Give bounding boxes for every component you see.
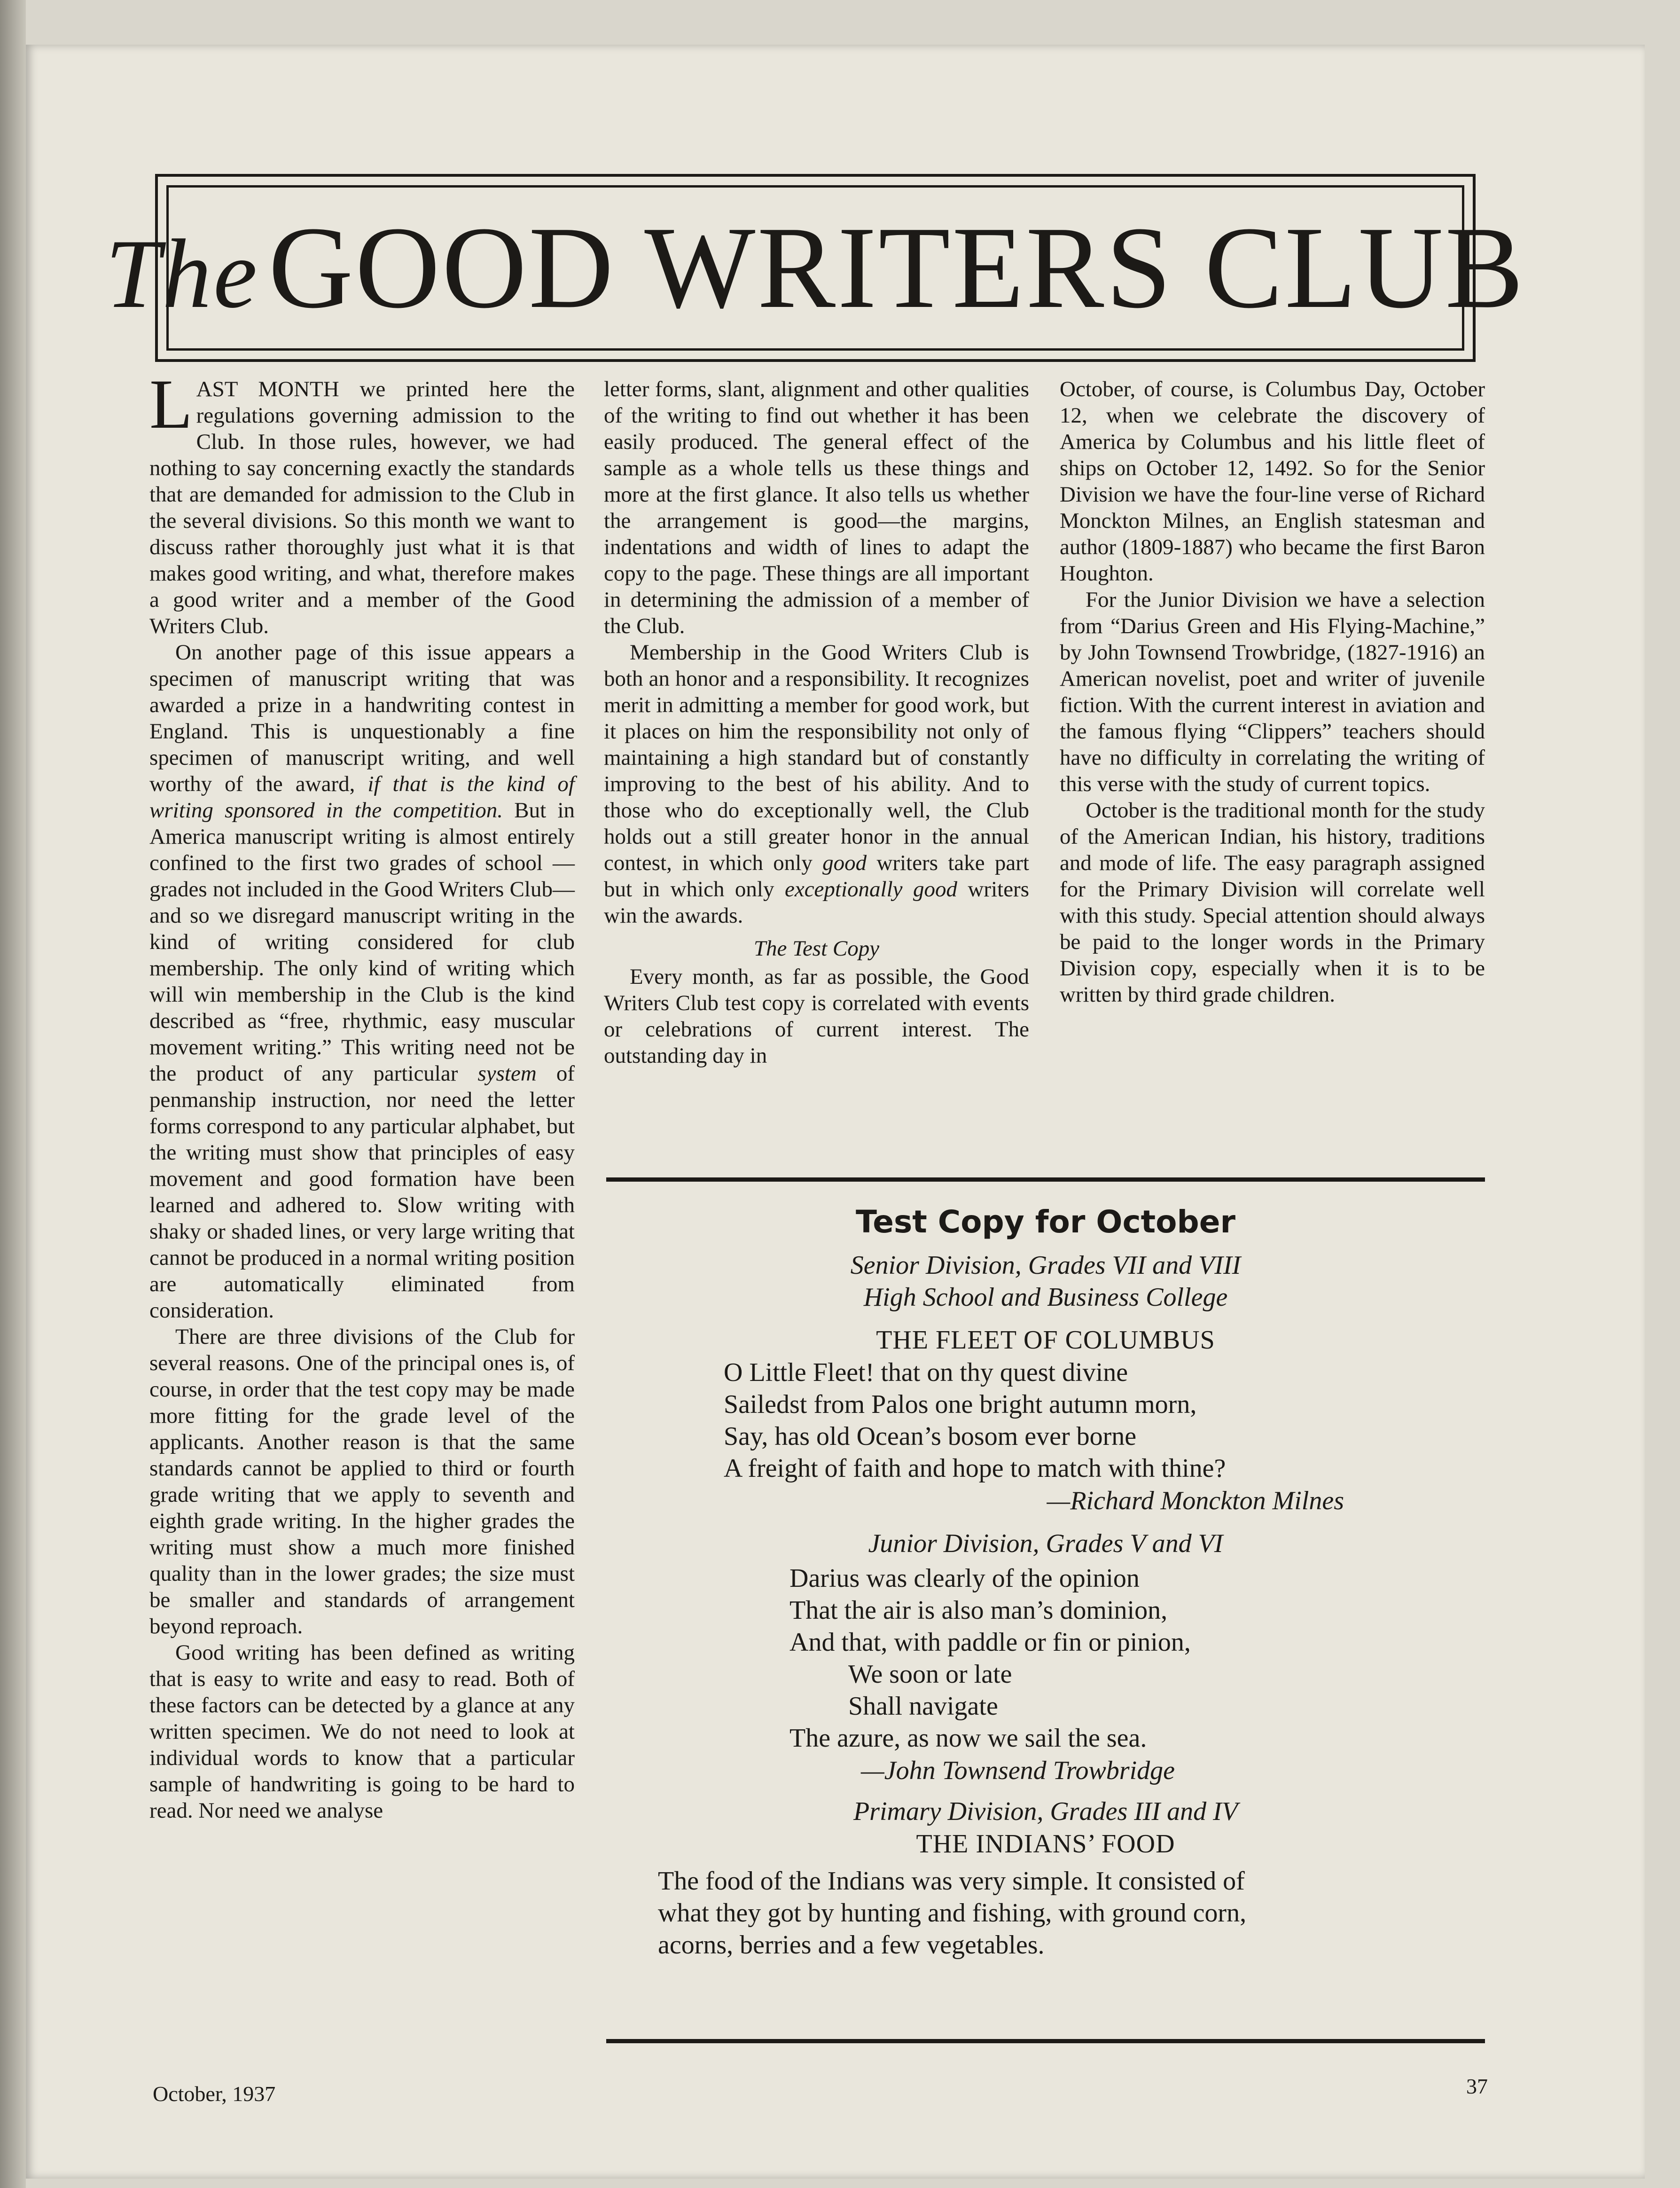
article-column-3	[1060, 376, 1485, 1008]
verse-line: And that, with paddle or fin or pinion,	[789, 1628, 1191, 1657]
paragraph-text: of penmanship instruction, nor need the letter forms correspond to any particular alphabet, but the writing must show that principles of easy movement and good formation have been learned and adhered to. Slow writing with shaky or shaded lines, or very large writing that cannot be produced in a normal writing position are automatically eliminated from consideration.	[149, 1061, 575, 1323]
test-copy-heading: Test Copy for October	[855, 1204, 1236, 1240]
title-the: The	[105, 220, 259, 329]
paragraph-text: Membership in the Good Writers Club is both an honor and a responsibility. It recognizes merit in admitting a member for good work, but it places on him the responsibility not only of maintaining a high standard but of constantly improving to the best of his ability. And to those who do exceptionally well, the Club holds out a still greater honor in the annual contest, in which only	[604, 640, 1029, 875]
article-paragraph: Every month, as far as possible, the Good Writers Club test copy is correlated with events or celebrations of current interest. The outstanding day in	[604, 965, 1029, 1068]
article-paragraph	[149, 365, 575, 639]
paragraph-text: writers take part but in which only	[604, 851, 1029, 902]
copy-line: what they got by hunting and fishing, with ground corn,	[658, 1898, 1247, 1928]
senior-attribution: —Richard Monckton Milnes	[1047, 1486, 1344, 1515]
primary-title: THE INDIANS’ FOOD	[916, 1829, 1175, 1859]
copy-line: acorns, berries and a few vegetables.	[658, 1930, 1045, 1960]
verse-line: Sailedst from Palos one bright autumn morn,	[724, 1390, 1197, 1419]
primary-copy	[658, 1865, 1485, 1961]
article-paragraph: Good writing has been defined as writing that is easy to write and easy to read. Both of these factors can be detected by a glance at any written specimen. We do not need to look at individual words to know that a particular sample of handwriting is going to be hard to read. Nor need we analyse	[149, 1640, 575, 1823]
page-title	[105, 203, 1525, 333]
title-main: GOOD WRITERS CLUB	[268, 203, 1525, 333]
article-paragraph: There are three divisions of the Club for several reasons. One of the principal ones is, of course, in order that the test copy may be made more fitting for the grade level of the applicants. Another reason is that the same standards cannot be applied to third or fourth grade writing that we apply to seventh and eighth grade writing. In the higher grades the writing must show a much more finished quality than in the lower grades; the size must be smaller and standards of arrangement beyond reproach.	[149, 1325, 575, 1639]
emphasis-text: exceptionally good	[784, 877, 957, 902]
senior-verse	[724, 1357, 1485, 1484]
paragraph-text: AST MONTH we printed here the regulations governing admission to the Club. In those rules, however, we had nothing to say concerning exactly the standards that are demanded for admission to the Club in the several divisions. So this month we want to discuss rather thoroughly just what it is that makes good writing, and what, therefore makes a good writer and a member of the Good Writers Club.	[149, 377, 575, 638]
article-paragraph: letter forms, slant, alignment and other qualities of the writing to find out whether it has been easily produced. The general effect of the sample as a whole tells us these things and more at the first glance. It also tells us whether the arrangement is good—the margins, indentations and width of lines to adapt the copy to the page. These things are all important in determining the admission of a member of the Club.	[604, 377, 1029, 638]
verse-line: A freight of faith and hope to match with thine?	[724, 1454, 1226, 1483]
paragraph-text: But in America manuscript writing is almost entirely confined to the first two grades of school — grades not included in the Good Writers Club—and so we disregard manuscript writing in the kind of writing considered for club membership. The only kind of writing which will win membership in the Club is the kind described as “free, rhythmic, easy muscular movement writing.” This writing need not be the product of any particular	[149, 798, 575, 1086]
junior-division-label: Junior Division, Grades V and VI	[868, 1529, 1223, 1558]
footer-date: October, 1937	[153, 2082, 276, 2106]
verse-line: Say, has old Ocean’s bosom ever borne	[724, 1422, 1137, 1451]
article-column-1	[149, 365, 575, 1824]
emphasis-text: system	[477, 1061, 537, 1086]
verse-line: That the air is also man’s dominion,	[789, 1596, 1168, 1625]
emphasis-text: if that is the kind of writing sponsored in the competition.	[149, 772, 575, 823]
article-paragraph: For the Junior Division we have a selection from “Darius Green and His Flying-Machine,” by John Townsend Trowbridge, (1827-1916) an American novelist, poet and writer of juvenile fiction. With the current interest in aviation and the famous flying “Clippers” teachers should have no difficulty in correlating the writing of this verse with the study of current topics.	[1060, 588, 1485, 796]
article-column-2	[604, 376, 1029, 1069]
masthead	[105, 174, 1525, 362]
senior-division-label: Senior Division, Grades VII and VIII	[850, 1251, 1241, 1280]
senior-poem-title: THE FLEET OF COLUMBUS	[876, 1325, 1215, 1355]
verse-line: Shall navigate	[848, 1692, 998, 1721]
binding-spine	[0, 0, 26, 2188]
paragraph-text: writers win the awards.	[604, 877, 1029, 928]
paragraph-text: On another page of this issue appears a specimen of manuscript writing that was awarded a prize in a handwriting contest in England. This is unquestionably a fine specimen of manuscript writing, and well worthy of the award,	[149, 640, 575, 796]
page-number: 37	[1466, 2074, 1488, 2098]
drop-cap: L	[149, 365, 193, 443]
article-paragraph	[604, 639, 1029, 929]
test-copy-box	[606, 1203, 1485, 2031]
verse-line: We soon or late	[848, 1660, 1012, 1689]
senior-division-label-2: High School and Business College	[863, 1283, 1228, 1312]
verse-line: Darius was clearly of the opinion	[789, 1564, 1140, 1593]
copy-line: The food of the Indians was very simple. It consisted of	[658, 1866, 1245, 1896]
article-paragraph: October is the traditional month for the study of the American Indian, his history, traditions and mode of life. The easy paragraph assigned for the Primary Division will correlate well with this study. Special attention should always be paid to the longer words in the Primary Division copy, especially when it is to be written by third grade children.	[1060, 798, 1485, 1007]
section-subheading: The Test Copy	[753, 936, 880, 961]
article-paragraph	[149, 639, 575, 1324]
junior-verse	[789, 1562, 1485, 1754]
junior-attribution: —John Townsend Trowbridge	[861, 1756, 1175, 1785]
masthead-inner-frame	[105, 185, 1525, 351]
section-divider-top	[606, 1177, 1485, 1182]
section-divider-bottom	[606, 2039, 1485, 2043]
verse-line: The azure, as now we sail the sea.	[789, 1724, 1147, 1753]
emphasis-text: good	[822, 851, 867, 875]
article-paragraph: October, of course, is Columbus Day, October 12, when we celebrate the discovery of America by Columbus and his little fleet of ships on October 12, 1492. So for the Senior Division we have the four-line verse of Richard Monckton Milnes, an English statesman and author (1809-1887) who became the first Baron Houghton.	[1060, 377, 1485, 586]
verse-line: O Little Fleet! that on thy quest divine	[724, 1358, 1128, 1387]
primary-division-label: Primary Division, Grades III and IV	[853, 1797, 1238, 1826]
